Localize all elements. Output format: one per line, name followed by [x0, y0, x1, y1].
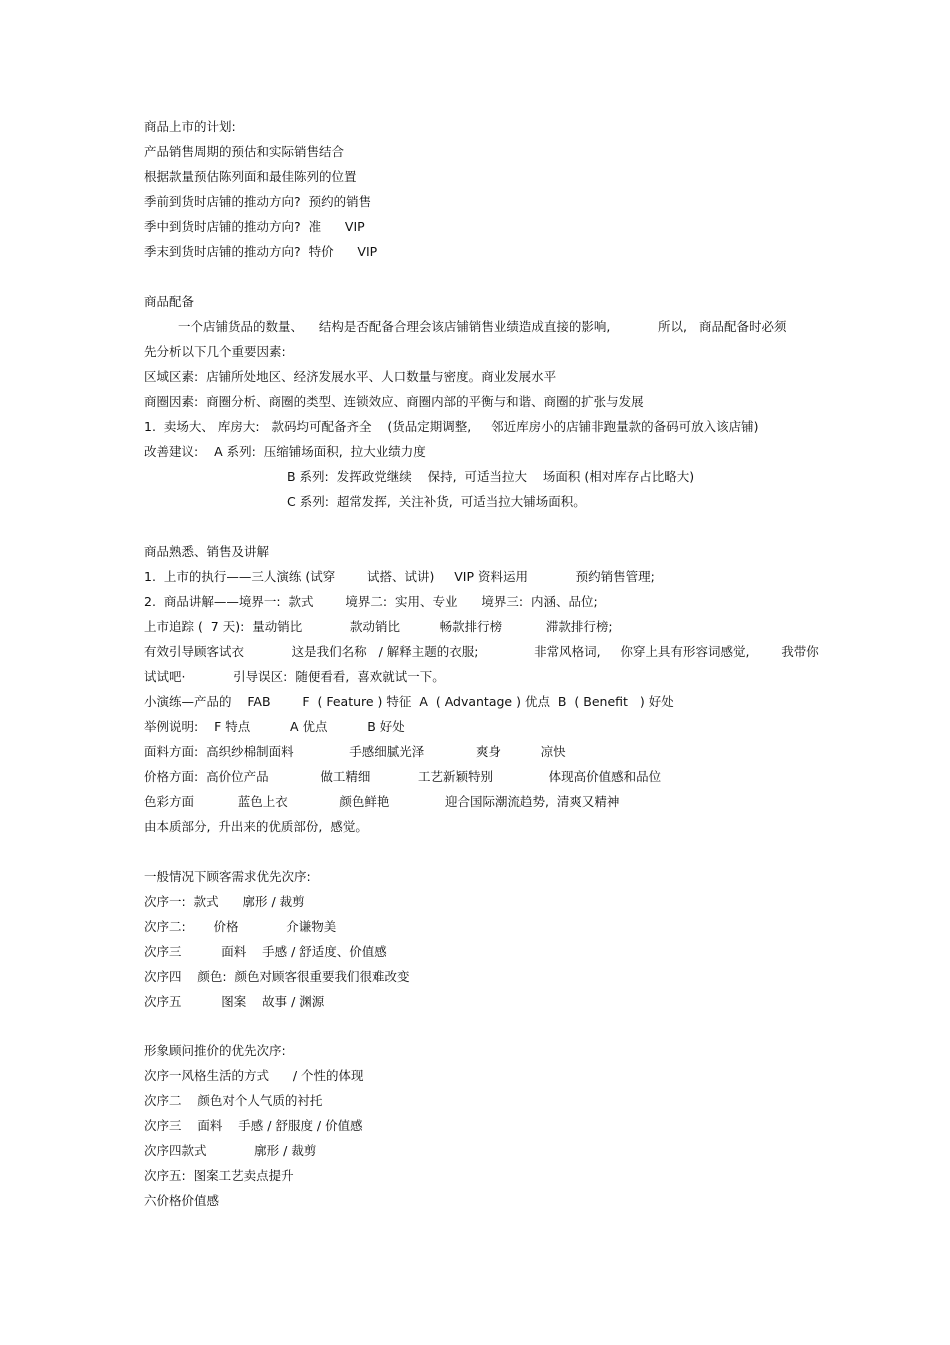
- text-line: 六价格价值感: [144, 1193, 220, 1208]
- text-line: 一个店铺货品的数量、 结构是否配备合理会该店铺销售业绩造成直接的影响, 所以, 商品配备时必须: [178, 319, 787, 334]
- text-line: 面料方面: 高织纱棉制面料 手感细腻光泽 爽身 凉快: [144, 744, 566, 759]
- text-line: 次序五 图案 故事 / 渊源: [144, 994, 325, 1009]
- text-line: 商圈因素: 商圈分析、商圈的类型、连锁效应、商圈内部的平衡与和谐、商圈的扩张与发展: [144, 394, 644, 409]
- text-line: 价格方面: 高价位产品 做工精细 工艺新颖特别 体现高价值感和品位: [144, 769, 662, 784]
- text-line: 季前到货时店铺的推动方向? 预约的销售: [144, 194, 372, 209]
- text-line: 2. 商品讲解——境界一: 款式 境界二: 实用、专业 境界三: 内涵、品位;: [144, 594, 598, 609]
- text-line: 次序四 颜色: 颜色对顾客很重要我们很难改变: [144, 969, 410, 984]
- text-line: 1. 卖场大、 库房大: 款码均可配备齐全 (货品定期调整, 邻近库房小的店铺非跑量款的备码可放入该店铺): [144, 419, 759, 434]
- text-line: 季中到货时店铺的推动方向? 准 VIP: [144, 219, 365, 234]
- heading-product-allocation: 商品配备: [144, 294, 195, 309]
- text-line: 由本质部分, 升出来的优质部份, 感觉。: [144, 819, 368, 834]
- text-line: 根据款量预估陈列面和最佳陈列的位置: [144, 169, 357, 184]
- heading-launch-plan: 商品上市的计划:: [144, 119, 236, 134]
- text-line: 色彩方面 蓝色上衣 颜色鲜艳 迎合国际潮流趋势, 清爽又精神: [144, 794, 620, 809]
- heading-consultant-priority: 形象顾问推价的优先次序:: [144, 1043, 286, 1058]
- text-line: 次序二: 价格 介谦物美: [144, 919, 337, 934]
- text-line: 区域区素: 店铺所处地区、经济发展水平、人口数量与密度。商业发展水平: [144, 369, 557, 384]
- text-line: B 系列: 发挥政党继续 保持, 可适当拉大 场面积 (相对库存占比略大): [287, 469, 695, 484]
- text-line: 次序四款式 廓形 / 裁剪: [144, 1143, 317, 1158]
- text-line: 次序一: 款式 廓形 / 裁剪: [144, 894, 305, 909]
- text-line: 举例说明: F 特点 A 优点 B 好处: [144, 719, 405, 734]
- text-line: 产品销售周期的预估和实际销售结合: [144, 144, 345, 159]
- text-line: 小演练—产品的 FAB F ( Feature ) 特征 A ( Advantage ) 优点 B ( Benefit ) 好处: [144, 694, 674, 709]
- text-line: 次序一风格生活的方式 / 个性的体现: [144, 1068, 364, 1083]
- text-line: 1. 上市的执行——三人演练 (试穿 试搭、试讲) VIP 资料运用 预约销售管理;: [144, 569, 655, 584]
- heading-customer-priority: 一般情况下顾客需求优先次序:: [144, 869, 311, 884]
- text-line: 上市追踪 ( 7 天): 量动销比 款动销比 畅款排行榜 滞款排行榜;: [144, 619, 613, 634]
- text-line: 次序五: 图案工艺卖点提升: [144, 1168, 294, 1183]
- text-line: 次序三 面料 手感 / 舒服度 / 价值感: [144, 1118, 363, 1133]
- text-line: 改善建议: A 系列: 压缩铺场面积, 拉大业绩力度: [144, 444, 426, 459]
- text-line: C 系列: 超常发挥, 关注补货, 可适当拉大铺场面积。: [287, 494, 586, 509]
- heading-product-familiarity: 商品熟悉、销售及讲解: [144, 544, 270, 559]
- text-line: 季末到货时店铺的推动方向? 特价 VIP: [144, 244, 378, 259]
- text-line: 试试吧· 引导误区: 随便看看, 喜欢就试一下。: [144, 669, 445, 684]
- text-line: 先分析以下几个重要因素:: [144, 344, 286, 359]
- text-line: 次序二 颜色对个人气质的衬托: [144, 1093, 323, 1108]
- text-line: 次序三 面料 手感 / 舒适度、价值感: [144, 944, 387, 959]
- text-line: 有效引导顾客试衣 这是我们名称 / 解释主题的衣服; 非常风格词, 你穿上具有形容词感觉, 我带你: [144, 644, 819, 659]
